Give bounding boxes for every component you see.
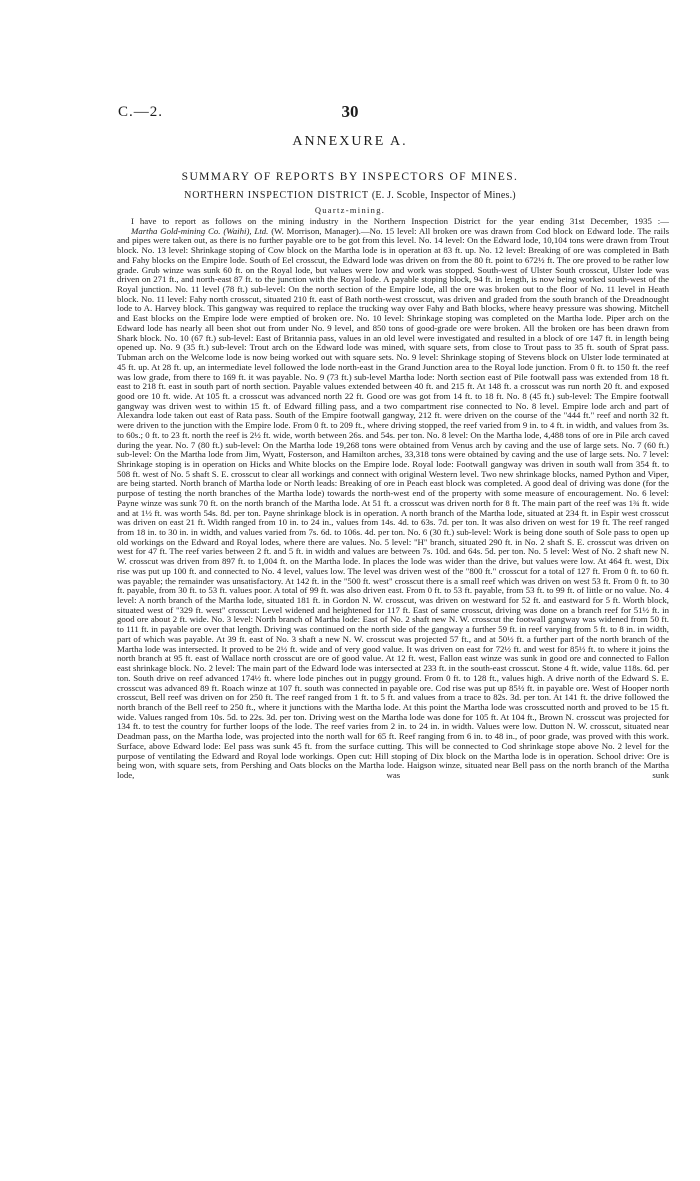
company-name: Martha Gold-mining Co. (Waihi), Ltd. [131,225,269,236]
company-report-text: (W. Morrison, Manager).—No. 15 level: All broken ore was drawn from Cod block on Edward lode. The rails and pipes were taken out, as there is no further payable ore to be got from this level. No. 14 level: On the Edward lode, 10,104 tons were drawn from Trout block. No. 13 level: Shrinkage stoping of Cow block on the Martha lode is in operation at 83 ft. up. No. 12 level: Breaking of ore was completed in Bath and Fahy blocks on the Empire lode. South of Eel crosscut, the Edward lode was driven on from the 80 ft. point to 672½ ft. The ore proved to be rather low grade. Grub winze was sunk 60 ft. on the Royal lode, but values were low and work was stopped. South-west of Ulster South crosscut, Ulster lode was driven on 271 ft., and north-east 87 ft. to the junction with the Royal lode. A payable stoping block, 94 ft. in length, is now being worked south-west of the Royal junction. No. 11 level (78 ft.) sub-level: On the north section of the Empire lode, all the ore was broken out to the floor of No. 11 level in Heath block. No. 11 level: Fahy north crosscut, situated 210 ft. east of Bath north-west crosscut, was driven and graded from the south branch of the Dreadnought lode to A. Harvey block. This gangway was required to replace the trucking way over Fahy and Bath blocks, where heavy pressure was showing. Mitchell and East blocks on the Empire lode were emptied of broken ore. No. 10 level: Shrinkage stoping was completed on the Martha lode. Piper arch on the Edward lode has nearly all been shot out from under No. 9 level, and 850 tons of good-grade ore were broken. All the broken ore has been drawn from Shark block. No. 10 (67 ft.) sub-level: East of Britannia pass, values in an old level were investigated and resulted in a block of ore 147 ft. in length being opened up. No. 9 (35 ft.) sub-level: Trout arch on the Edward lode was mined, with square sets, from close to Trout pass to 35 ft. south of Sprat pass. Tubman arch on the Welcome lode is now being worked out with square sets. No. 9 level: Shrinkage stoping of Stevens block on Ulster lode terminated at 45 ft. up. At 28 ft. up, an intermediate level followed the lode north-east in the Grand Junction area to the Royal lode junction. From 0 ft. to 150 ft. the reef was low grade, from there to 169 ft. it was payable. No. 9 (73 ft.) sub-level Martha lode: North section east of Pile footwall pass was extended from 18 ft. east to 218 ft. east in south part of north section. Payable values extended between 40 ft. and 215 ft. At 148 ft. a crosscut was run north 20 ft. and exposed good ore 10 ft. wide. At 105 ft. a crosscut was advanced north 22 ft. Good ore was got from 14 ft. to 18 ft. No. 8 (45 ft.) sub-level: The Empire footwall gangway was driven west to within 15 ft. of Edward filling pass, and a two compartment rise connected to No. 8 level. Empire lode arch and part of Alexandra lode taken out east of Rata pass. South of the Empire footwall gangway, 212 ft. were driven on the course of the "444 ft." reef and north 32 ft. were driven to the junction with the Empire lode. From 0 ft. to 209 ft., where driving stopped, the reef varied from 9 in. to 4 ft. in width, and values from 3s. to 60s.; 0 ft. to 23 ft. north the reef is 2½ ft. wide, worth between 26s. and 54s. per ton. No. 8 level: On the Martha lode, 4,488 tons of ore in Pile arch caved during the year. No. 7 (80 ft.) sub-level: On the Martha lode 19,268 tons were obtained from Venus arch by caving and the use of large sets. No. 7 (60 ft.) sub-level: On the Martha lode from Jim, Wyatt, Fosterson, and Hamilton arches, 33,318 tons were obtained by caving and the use of large sets. No. 7 level: Shrinkage stoping is in operation on Hicks and White blocks on the Empire lode. Royal lode: Footwall gangway was driven in south wall from 354 ft. to 508 ft. west of No. 5 shaft S. E. crosscut to clear all workings and connect with original Western level. Two new shrinkage blocks, named Python and Viper, are being started. North branch of Martha lode or North leads: Breaking of ore in Peach east block was completed. A good deal of driving was done (for the purpose of testing the north branches of the Martha lode) towards the north-west end of the property with some measure of encouragement. No. 6 level: Payne winze was sunk 70 ft. on the north branch of the Martha lode. At 51 ft. a crosscut was driven north for 8 ft. The main part of the reef was 1¾ ft. wide and at 1½ ft. was worth 54s. 8d. per ton. Payne shrinkage block is in operation. A north branch of the Martha lode, situated at 234 ft. in Espir west crosscut was driven on east 21 ft. Width ranged from 10 in. to 24 in., values from 14s. 4d. to 63s. 7d. per ton. It was also driven on west for 19 ft. The reef ranged from 18 in. to 30 in. in width, and values varied from 7s. 6d. to 106s. 4d. per ton. No. 6 (30 ft.) sub-level: Work is being done south of Sole pass to open up old workings on the Edward and Royal lodes, where there are values. No. 5 level: "H" branch, situated 290 ft. in No. 2 shaft S. E. crosscut was driven on west for 47 ft. The reef varies between 2 ft. and 5 ft. in width and values are between 7s. 10d. and 64s. 5d. per ton. No. 5 level: West of No. 2 shaft new N. W. crosscut was driven from 897 ft. to 1,004 ft. on the Martha lode. In places the lode was wider than the drive, but values were low. At 464 ft. west, Dix rise was put up 100 ft. and connected to No. 4 level, values low. The level was driven west of the "800 ft." crosscut for a total of 127 ft. From 0 ft. to 60 ft. was payable; the remainder was unsatisfactory. At 142 ft. in the "500 ft. west" crosscut there is a small reef which was driven on west 53 ft. From 0 ft. to 30 ft. payable, from 30 ft. to 53 ft. values poor. A total of 99 ft. was also driven east. From 0 ft. to 53 ft. payable, from 53 ft. to 99 ft. of little or no value. No. 4 level: A north branch of the Martha lode, situated 181 ft. in Gordon N. W. crosscut, was driven on westward for 52 ft. and eastward for 5 ft. Worth block, situated west of "329 ft. west" crosscut: Level widened and heightened for 117 ft. East of same crosscut, driving was done on a branch reef for 51½ ft. in good ore about 2 ft. wide. No. 3 level: North branch of Martha lode: East of No. 2 shaft new N. W. crosscut the footwall gangway was widened from 50 ft. to 111 ft. in payable ore over that length. Driving was continued on the north side of the gangway a further 59 ft. in reef varying from 5 ft. to 8 in. in width, part of which was payable. At 39 ft. east of No. 3 shaft a new N. W. crosscut was projected 57 ft., and at 50½ ft. a further part of the north branch of the Martha lode was intersected. It proved to be 2½ ft. wide and of very good value. It was driven on east for 72½ ft. and west for 85½ ft. to where it joins the north branch at 95 ft. east of Wallace north crosscut are ore of good value. At 12 ft. west, Fallon east winze was sunk in good ore and connected to Fallon east shrinkage block. No. 2 level: The main part of the Edward lode was intersected at 233 ft. in the south-east crosscut. Stone 4 ft. wide, value 118s. 6d. per ton. South drive on reef advanced 174½ ft. where lode pinches out in puggy ground. From 0 ft. to 128 ft., values high. A drive north of the Edward S. E. crosscut was advanced 89 ft. Roach winze at 107 ft. south was connected in payable ore. Cod rise was put up 85½ ft. in payable ore. West of Hooper north crosscut, Bell reef was driven on for 250 ft. The reef ranged from 1 ft. to 5 ft. and values from a trace to 82s. 3d. per ton. At 141 ft. the drive followed the north branch of the Bell reef to 250 ft., where it junctions with the Martha lode. At this point the Martha lode was crosscutted north and proved to be 15 ft. wide. Values ranged from 10s. 5d. to 22s. 3d. per ton. Driving west on the Martha lode was done for 105 ft. At 104 ft., Brown N. crosscut was projected for 134 ft. to test the country for further loops of the lode. The reef varies from 2 in. to 24 in. in width. Values were low. Dutton N. W. crosscut, situated near Deadman pass, on the Martha lode, was projected into the north wall for 65 ft. Reef ranging from 6 in. to 48 in., of poor grade, was proved with this work. Surface, above Edward lode: Eel pass was sunk 45 ft. from the surface cutting. This will be connected to Cod shrinkage stope above No. 2 level for the purpose of ventilating the Edward and Royal lode workings. Open cut: Hill stoping of Dix block on the Martha lode is in operation. School drive: Ore is being won, with square sets, from Pershing and Oats blocks on the Martha lode. Haigson winze, situated near Bell pass on the north branch of the Martha lode, was sunk [117,225,669,780]
intro-paragraph: I have to report as follows on the mining industry in the Northern Inspection District for the year ending 31st December, 1935 :— [131,217,669,226]
section-subheading: Quartz-mining. [314,205,386,215]
summary-title: SUMMARY OF REPORTS BY INSPECTORS OF MINES. [181,171,519,183]
report-body [117,217,669,1162]
district-name: NORTHERN INSPECTION DISTRICT [184,190,369,201]
company-report-paragraph [117,227,669,781]
inspector-name: (E. J. Scoble, Inspector of Mines.) [371,190,516,201]
page-number: 30 [341,102,359,121]
district-heading [0,190,700,201]
parliamentary-paper-reference: C.—2. [118,104,164,120]
annexure-title: ANNEXURE A. [292,134,408,149]
